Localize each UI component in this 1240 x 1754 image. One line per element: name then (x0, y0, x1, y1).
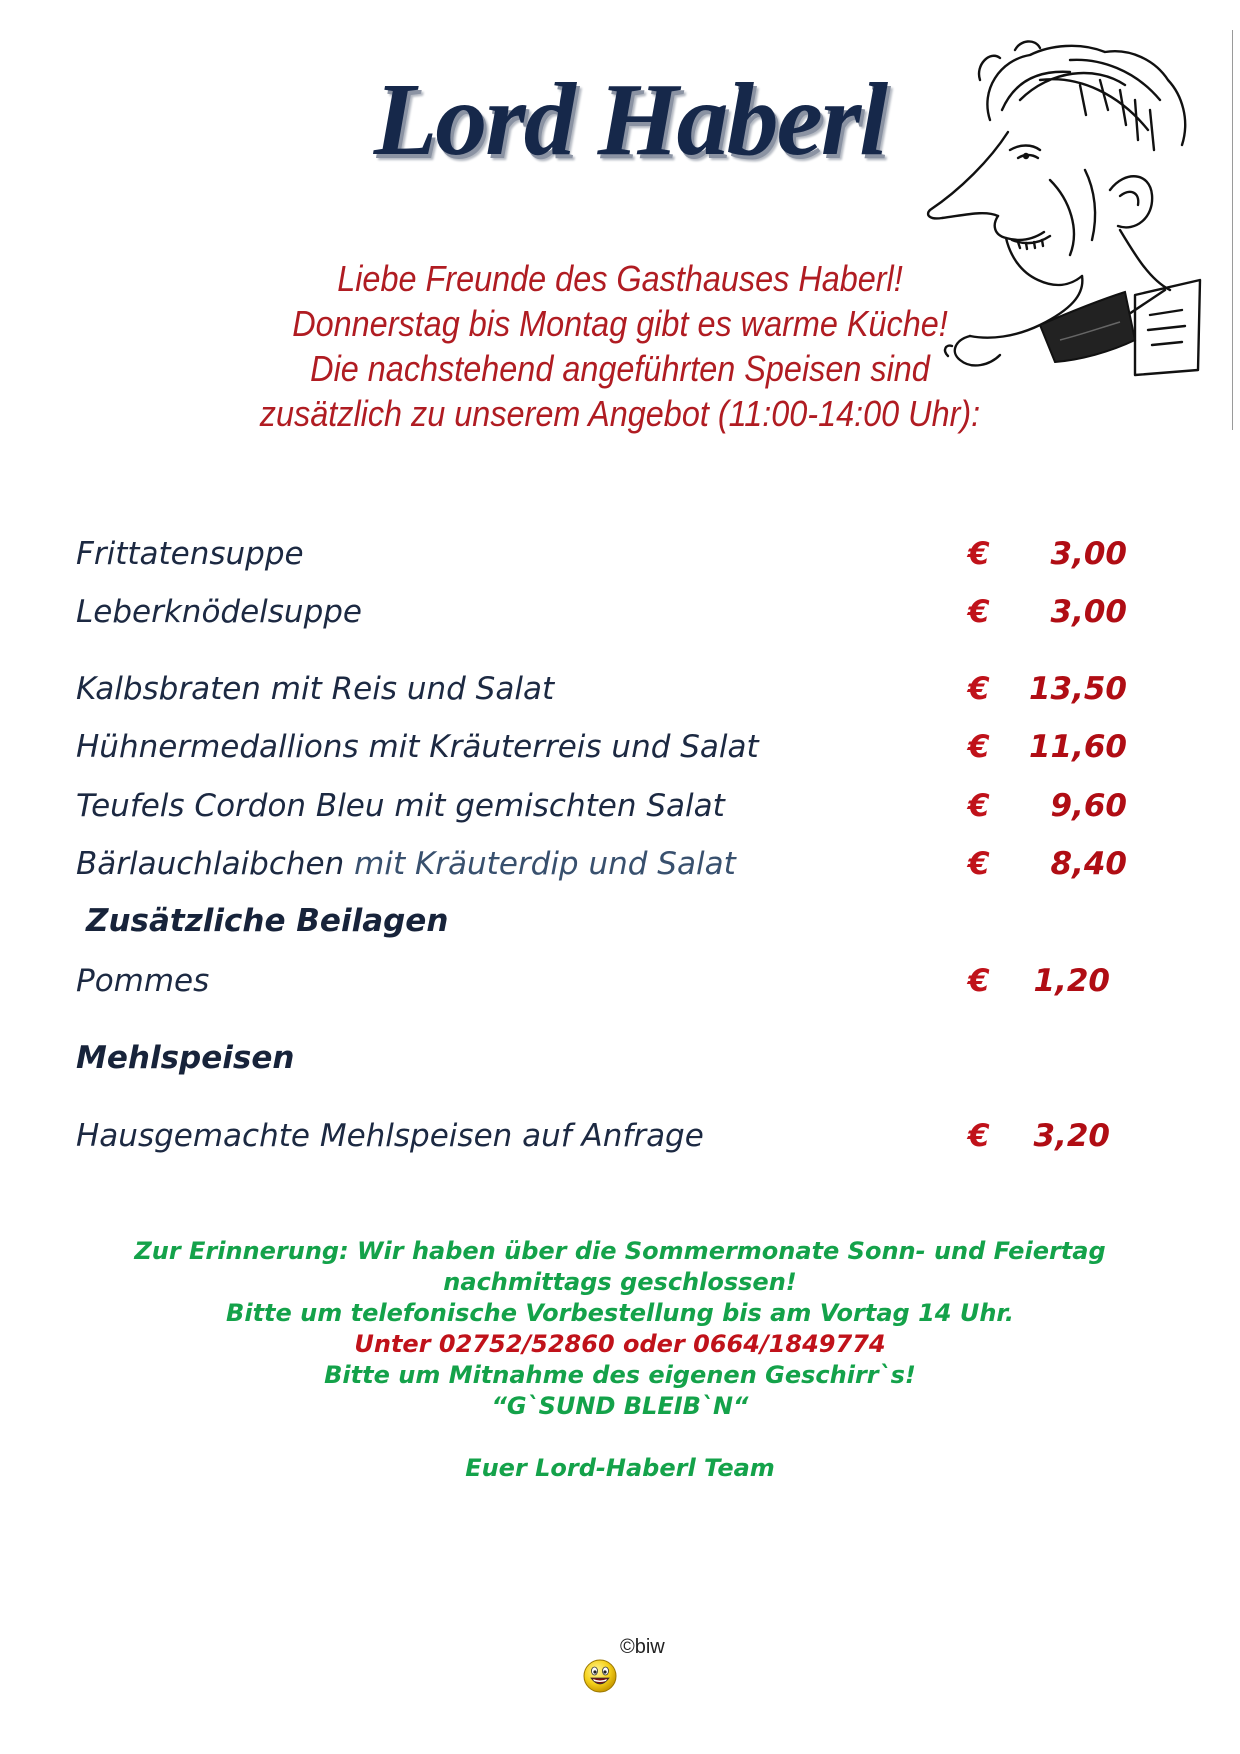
currency-symbol: € (968, 729, 990, 765)
menu-item-name: Kalbsbraten mit Reis und Salat (76, 671, 555, 707)
notice-line: Bitte um telefonische Vorbestellung bis am Vortag 14 Uhr. (226, 1299, 1014, 1327)
currency-symbol: € (968, 671, 990, 707)
menu-item-price: 8,40 (1050, 846, 1127, 882)
smiley-icon (582, 1658, 618, 1694)
menu-item-name: Frittatensuppe (76, 536, 304, 572)
dessert-item-price: 3,20 (1033, 1118, 1110, 1154)
edge-rule (1232, 30, 1233, 430)
notice-line: Zur Erinnerung: Wir haben über die Sommermonate Sonn- und Feiertag (134, 1237, 1106, 1265)
notice-block (60, 1236, 1180, 1484)
copyright-text: ©biw (620, 1636, 665, 1658)
notice-phone-line: Unter 02752/52860 oder 0664/1849774 (354, 1330, 886, 1358)
desserts-heading: Mehlspeisen (76, 1040, 295, 1076)
menu-item-name: Teufels Cordon Bleu mit gemischten Salat (76, 788, 725, 824)
menu-item-name-suffix: mit Kräuterdip und Salat (344, 846, 736, 882)
menu-item-name: Leberknödelsuppe (76, 594, 362, 630)
intro-line: Liebe Freunde des Gasthauses Haberl! (337, 258, 903, 299)
currency-symbol: € (968, 1118, 990, 1154)
currency-symbol: € (968, 788, 990, 824)
notice-line: nachmittags geschlossen! (443, 1268, 797, 1296)
menu-item-name: Hühnermedallions mit Kräuterreis und Salat (76, 729, 759, 765)
currency-symbol: € (968, 536, 990, 572)
currency-symbol: € (968, 846, 990, 882)
intro-line: Donnerstag bis Montag gibt es warme Küche! (292, 303, 948, 344)
menu-item-price: 13,50 (1028, 671, 1127, 707)
side-item-price: 1,20 (1033, 963, 1110, 999)
page-title: Lord Haberl (373, 62, 887, 177)
notice-line: “G`SUND BLEIB`N“ (491, 1392, 749, 1420)
menu-item-name (76, 846, 736, 886)
menu-item-price: 3,00 (1050, 594, 1127, 630)
dessert-item-name: Hausgemachte Mehlspeisen auf Anfrage (76, 1118, 704, 1154)
menu-item-price: 9,60 (1050, 788, 1127, 824)
menu-item-price: 11,60 (1028, 729, 1127, 765)
notice-line: Bitte um Mitnahme des eigenen Geschirr`s! (324, 1361, 916, 1389)
intro-line: Die nachstehend angeführten Speisen sind (310, 348, 930, 389)
menu-item-name-main: Bärlauchlaibchen (76, 846, 345, 882)
currency-symbol: € (968, 963, 990, 999)
currency-symbol: € (968, 594, 990, 630)
caricature-drawing (920, 40, 1220, 400)
intro-line: zusätzlich zu unserem Angebot (11:00-14:00 Uhr): (259, 393, 981, 434)
notice-signature: Euer Lord-Haberl Team (465, 1454, 775, 1482)
side-item-name: Pommes (76, 963, 210, 999)
sides-heading: Zusätzliche Beilagen (86, 903, 449, 939)
menu-item-price: 3,00 (1050, 536, 1127, 572)
intro-text (206, 256, 1034, 436)
